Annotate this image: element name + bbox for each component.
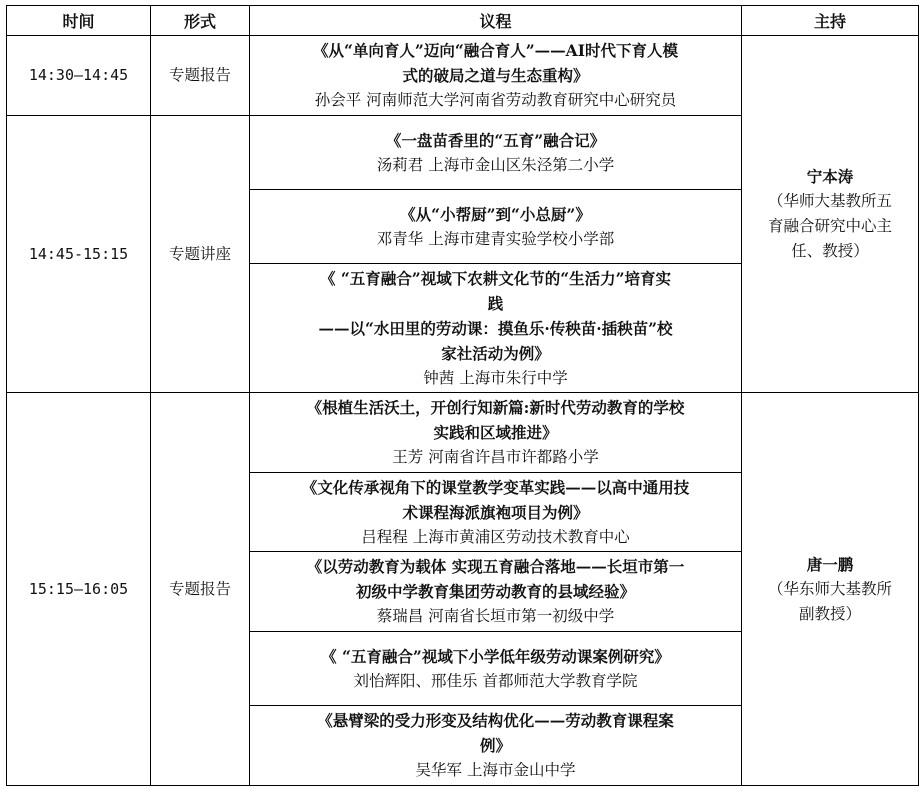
item-speaker: 孙会平 河南师范大学河南省劳动教育研究中心研究员: [314, 91, 677, 109]
agenda-item: [250, 116, 742, 190]
item-speaker: 汤莉君 上海市金山区朱泾第二小学: [376, 155, 615, 174]
session-time: 14:45-15:15: [7, 116, 151, 393]
host-info-line: （华东师大基教所: [767, 579, 892, 598]
item-title-line: 《文化传承视角下的课堂教学变革实践——以高中通用技: [301, 477, 690, 497]
agenda-item: [250, 393, 742, 473]
agenda-item: [250, 632, 742, 706]
session-format: 专题讲座: [151, 116, 250, 393]
item-speaker: 吕程程 上海市黄浦区劳动技术教育中心: [361, 527, 630, 546]
item-title-line: 家社活动为例》: [441, 343, 550, 363]
agenda-item: [250, 190, 742, 264]
header-agenda: 议程: [250, 6, 742, 36]
host-name: 唐一鹏: [806, 554, 854, 574]
item-title-line: 《从“小帮厨”到“小总厨”》: [400, 204, 591, 224]
header-host: 主持: [742, 6, 919, 36]
item-title-line: 式的破局之道与生态重构》: [402, 66, 589, 85]
host-cell: [742, 36, 919, 393]
item-title-line: 《从“单向育人”迈向“融合育人”——AI时代下育人模: [313, 41, 678, 60]
session-format: 专题报告: [151, 393, 250, 786]
item-title-line: 《一盘苗香里的“五育”融合记》: [385, 130, 606, 150]
item-speaker: 邓青华 上海市建青实验学校小学部: [376, 229, 615, 248]
item-title-line: 例》: [479, 736, 511, 755]
agenda-item: [250, 264, 742, 393]
item-title-line: 初级中学教育集团劳动教育的县域经验》: [355, 582, 635, 601]
header-format: 形式: [151, 6, 250, 36]
host-cell: [742, 393, 919, 786]
agenda-table: [6, 5, 919, 786]
item-title-line: 《 “五育融合”视域下农耕文化节的“生活力”培育实: [319, 268, 672, 288]
agenda-item: [250, 36, 742, 116]
item-title-line: 践: [487, 293, 504, 313]
agenda-item: [250, 552, 742, 632]
session-format: 专题报告: [151, 36, 250, 116]
host-info-line: 育融合研究中心主: [767, 217, 892, 235]
item-speaker: 钟茜 上海市朱行中学: [423, 368, 568, 387]
table-row: [7, 393, 919, 473]
item-title-line: 术课程海派旗袍项目为例》: [402, 502, 589, 522]
item-speaker: 王芳 河南省许昌市许都路小学: [392, 448, 599, 466]
item-title-line: 《悬臂梁的受力形变及结构优化——劳动教育课程案: [317, 711, 674, 730]
host-info-line: 副教授）: [798, 604, 861, 623]
item-title-line: 《 “五育融合”视域下小学低年级劳动课案例研究》: [321, 646, 670, 666]
item-title-line: ——以“水田里的劳动课：摸鱼乐·传秧苗·插秧苗”校: [318, 318, 673, 338]
header-row: [7, 6, 919, 36]
host-info-line: （华师大基教所五: [767, 192, 892, 210]
item-speaker: 蔡瑞昌 河南省长垣市第一初级中学: [376, 607, 615, 625]
item-speaker: 刘怡辉阳、邢佳乐 首都师范大学教育学院: [353, 671, 638, 690]
header-time: 时间: [7, 6, 151, 36]
item-title-line: 实践和区域推进》: [433, 423, 558, 442]
item-title-line: 《根植生活沃土，开创行知新篇:新时代劳动教育的学校: [306, 398, 685, 417]
host-info-line: 任、教授）: [791, 242, 869, 260]
session-time: 15:15—16:05: [7, 393, 151, 786]
table-row: [7, 36, 919, 116]
session-time: 14:30—14:45: [7, 36, 151, 116]
host-name: 宁本涛: [806, 167, 854, 186]
item-speaker: 吴华军 上海市金山中学: [415, 761, 576, 779]
agenda-item: [250, 473, 742, 552]
item-title-line: 《以劳动教育为载体 实现五育融合落地——长垣市第一: [306, 557, 685, 576]
agenda-item: [250, 706, 742, 786]
